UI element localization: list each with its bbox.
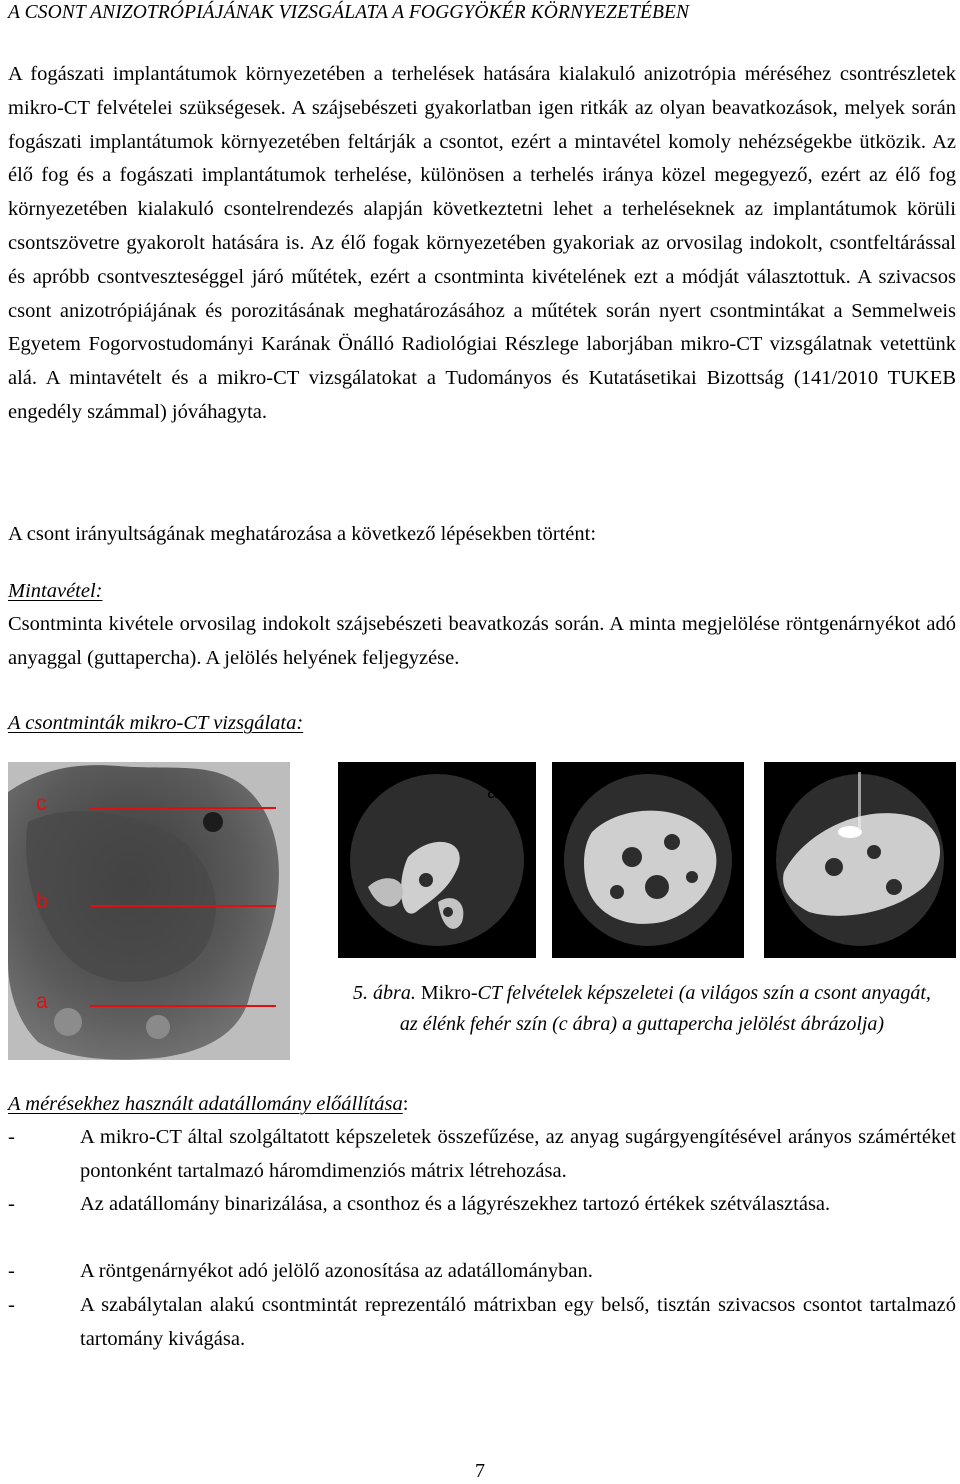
steps-intro: A csont irányultságának meghatározása a következő lépésekben történt:: [8, 523, 597, 545]
xray-label-a: a: [36, 990, 48, 1013]
list-item: [8, 1188, 956, 1256]
sampling-text: Csontminta kivétele orvosilag indokolt szájsebészeti beavatkozás során. A minta megjelölése röntgenárnyékot adó anyaggal (guttapercha). A jelölés helyének feljegyzése.: [8, 613, 956, 669]
xray-line-b: [90, 905, 276, 907]
list-dash: -: [8, 1260, 15, 1282]
list-item: [8, 1255, 956, 1289]
dataset-title-colon: :: [402, 1093, 409, 1115]
ct-slice-c: [764, 762, 956, 958]
figure-caption: [342, 978, 942, 1039]
sampling-title: Mintavétel:: [8, 580, 103, 602]
xray-image: [8, 762, 290, 1060]
caption-number: 5. ábra.: [353, 982, 416, 1004]
xray-line-c: [90, 807, 276, 809]
list-dash: -: [8, 1294, 15, 1316]
ct-label-c: c: [916, 781, 926, 803]
xray-line-a: [90, 1005, 276, 1007]
list-item-text: Az adatállomány binarizálása, a csonthoz és a lágyrészekhez tartozó értékek szétválasztása.: [80, 1193, 831, 1215]
list-dash: -: [8, 1126, 15, 1148]
ct-slice-a-graphic: [338, 762, 536, 958]
list-dash: -: [8, 1193, 15, 1215]
list-item: [8, 1289, 956, 1357]
intro-paragraph: A fogászati implantátumok környezetében a terhelések hatására kialakuló anizotrópia méréséhez csontrészletek mikro-CT felvételei szükségesek. A szájsebészeti gyakorlatban igen ritkák az olyan beavatkozások, melyek során fogászati implantátumok környezetében feltárják a csontot, ezért a mintavétel komoly nehézségekbe ütközik. Az élő fog és a fogászati implantátumok terhelése, különösen a terhelés iránya közel megegyező, ezért az élő fog környezetében kialakuló csontelrendezés alapján következtetni lehet a terheléseknek az implantátumok körüli csontszövetre gyakorolt hatására is. Az élő fogak környezetében gyakoriak az orvosilag indokolt, csontfeltárással és apróbb csontveszteséggel járó műtétek, ezért a csontminta kivételének ezt a módját választottuk. A szivacsos csont anizotrópiájának és porozitásának meghatározásához a műtétek során nyert csontmintákat a Semmelweis Egyetem Fogorvostudományi Karának Önálló Radiológiai Részlege laborjában mikro-CT vizsgálatnak vetettünk alá. A mintavételt és a mikro-CT vizsgálatokat a Tudományos és Kutatásetikai Bizottság (141/2010 TUKEB engedély számmal) jóváhagyta.: [8, 63, 956, 423]
ct-slice-c-graphic: [764, 762, 956, 958]
caption-text: CT felvételek képszeletei (a világos szín a csont anyagát, az élénk fehér szín (c ábra) a guttapercha jelölést ábrázolja): [399, 982, 931, 1035]
dataset-title: A mérésekhez használt adatállomány előállítása: [8, 1093, 403, 1115]
dataset-heading: [8, 1088, 408, 1122]
ct-label-b: b: [706, 781, 718, 803]
ct-slice-a: [338, 762, 536, 958]
list-item-text: A röntgenárnyékot adó jelölő azonosítása az adatállományban.: [80, 1260, 593, 1282]
xray-label-c: c: [36, 792, 47, 815]
list-item-text: A szabálytalan alakú csontmintát reprezentáló mátrixban egy belső, tisztán szivacsos csontot tartalmazó tartomány kivágása.: [80, 1294, 956, 1350]
list-item-text: A mikro-CT által szolgáltatott képszeletek összefűzése, az anyag sugárgyengítésével arányos számértéket pontonként tartalmazó háromdimenziós mátrix létrehozása.: [80, 1126, 956, 1182]
microct-title: A csontminták mikro-CT vizsgálata:: [8, 712, 304, 734]
page-number: 7: [475, 1460, 485, 1482]
caption-upright: Mikro-: [420, 982, 478, 1004]
list-item: [8, 1121, 956, 1189]
ct-label-a: a: [487, 781, 499, 803]
section-heading: A CSONT ANIZOTRÓPIÁJÁNAK VIZSGÁLATA A FOGGYÖKÉR KÖRNYEZETÉBEN: [8, 2, 690, 23]
xray-label-b: b: [36, 890, 48, 913]
